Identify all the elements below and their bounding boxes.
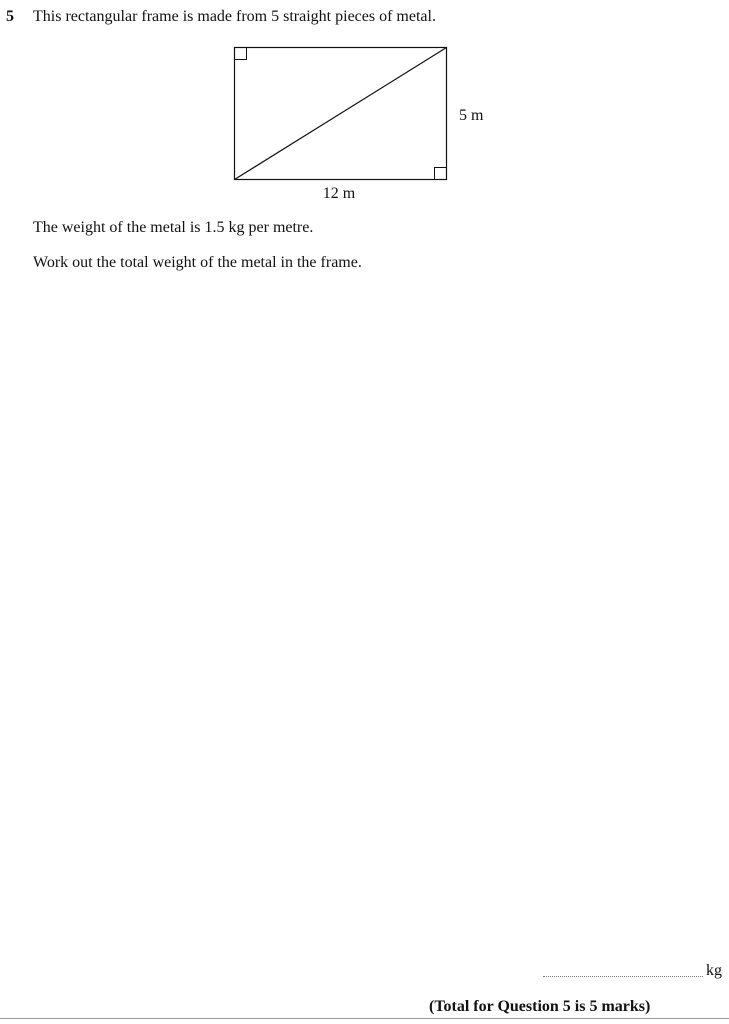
frame-diagonal — [235, 48, 447, 180]
answer-input-line[interactable] — [543, 976, 703, 977]
question-intro: This rectangular frame is made from 5 straight pieces of metal. — [33, 8, 436, 25]
question-number: 5 — [6, 8, 14, 25]
right-angle-marker-bottom-right — [435, 168, 447, 180]
right-angle-marker-top-left — [235, 48, 247, 60]
question-task: Work out the total weight of the metal in the frame. — [33, 254, 362, 271]
answer-unit: kg — [706, 962, 722, 979]
bottom-divider — [0, 1018, 729, 1019]
total-marks: (Total for Question 5 is 5 marks) — [429, 998, 651, 1015]
rectangle-frame-diagram — [0, 0, 729, 220]
weight-info: The weight of the metal is 1.5 kg per metre. — [33, 219, 314, 236]
width-label: 12 m — [322, 185, 356, 202]
height-label: 5 m — [459, 107, 484, 124]
